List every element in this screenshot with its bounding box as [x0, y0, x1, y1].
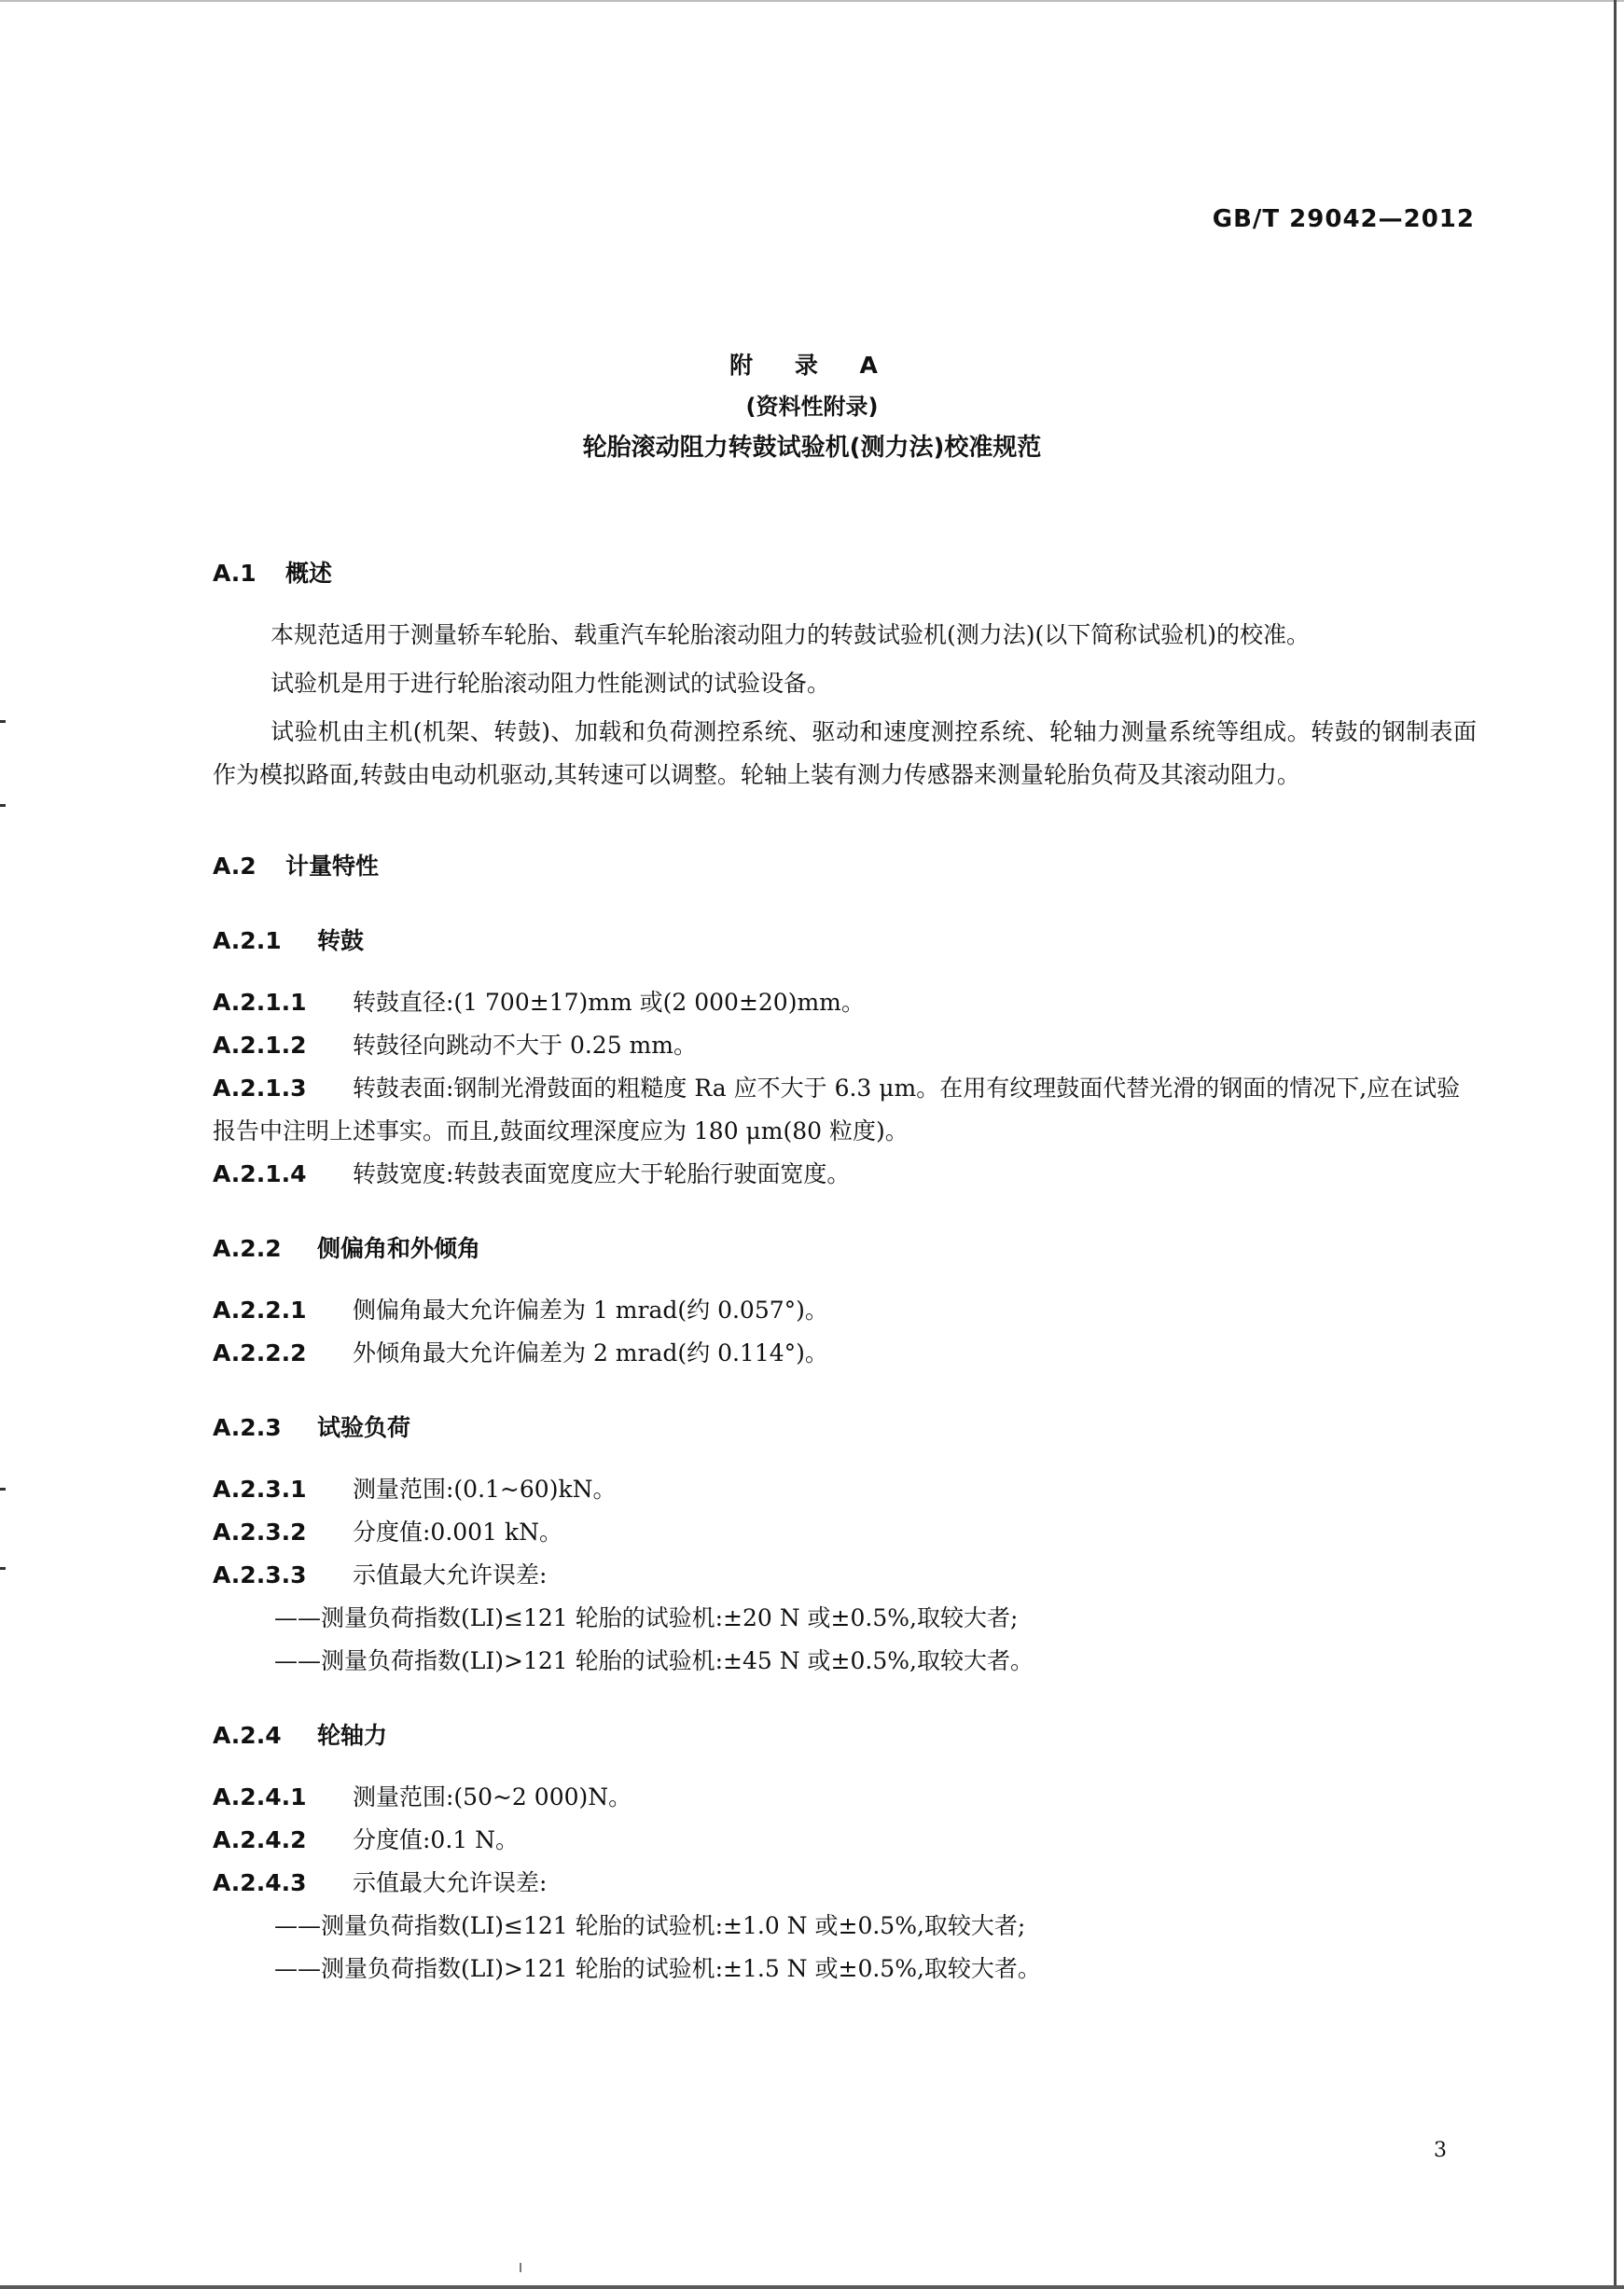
paragraph: 本规范适用于测量轿车轮胎、载重汽车轮胎滚动阻力的转鼓试验机(测力法)(以下简称试验机)的校准。	[271, 621, 1311, 648]
subsection-heading-a21	[213, 920, 1477, 963]
subsection-number: A.2.2	[213, 1235, 282, 1262]
document-body	[213, 552, 1477, 1991]
appendix-title-block	[0, 345, 1624, 468]
subsection-title: 转鼓	[317, 927, 365, 954]
subsection-number: A.2.1	[213, 927, 282, 954]
clause-text: 分度值:0.1 N。	[353, 1826, 520, 1853]
scan-mark	[0, 1567, 6, 1570]
page-number: 3	[1434, 2139, 1447, 2162]
scan-mark	[520, 2263, 521, 2272]
subsection-title: 轮轴力	[317, 1722, 388, 1749]
clause-item	[213, 1332, 1477, 1375]
clause-item	[213, 1468, 1477, 1511]
clause-item	[213, 1554, 1477, 1597]
subsection-number: A.2.4	[213, 1722, 282, 1749]
section-title: 概述	[285, 560, 333, 587]
clause-number: A.2.1.3	[213, 1075, 307, 1102]
subsection-heading-a23	[213, 1407, 1477, 1450]
subsection-heading-a22	[213, 1228, 1477, 1270]
clause-text: 侧偏角最大允许偏差为 1 mrad(约 0.057°)。	[353, 1297, 828, 1324]
clause-text: 转鼓径向跳动不大于 0.25 mm。	[353, 1032, 697, 1059]
clause-item	[213, 1024, 1477, 1067]
clause-item	[213, 981, 1477, 1024]
clause-number: A.2.3.2	[213, 1519, 307, 1546]
section-heading-a2	[213, 845, 1477, 888]
dash-list-item: ——测量负荷指数(LI)≤121 轮胎的试验机:±20 N 或±0.5%,取较大者;	[274, 1604, 1019, 1631]
clause-item	[213, 1289, 1477, 1332]
clause-item	[213, 1067, 1477, 1153]
paragraph: 试验机由主机(机架、转鼓)、加载和负荷测控系统、驱动和速度测控系统、轮轴力测量系统等组成。转鼓的钢制表面作为模拟路面,转鼓由电动机驱动,其转速可以调整。轮轴上装有测力传感器来测量轮胎负荷及其滚动阻力。	[213, 718, 1477, 788]
appendix-type: (资料性附录)	[745, 394, 879, 420]
clause-number: A.2.3.3	[213, 1561, 307, 1588]
page-border-top	[0, 0, 1624, 2]
subsection-title: 试验负荷	[317, 1414, 411, 1441]
clause-text: 外倾角最大允许偏差为 2 mrad(约 0.114°)。	[353, 1339, 828, 1366]
dash-list-item: ——测量负荷指数(LI)>121 轮胎的试验机:±1.5 N 或±0.5%,取较大者。	[274, 1955, 1041, 1982]
scan-mark	[0, 804, 6, 807]
section-heading-a1	[213, 552, 1477, 595]
clause-item	[213, 1511, 1477, 1554]
subsection-heading-a24	[213, 1714, 1477, 1757]
clause-item	[213, 1819, 1477, 1862]
subsection-number: A.2.3	[213, 1414, 282, 1441]
clause-text: 转鼓直径:(1 700±17)mm 或(2 000±20)mm。	[353, 989, 865, 1016]
clause-number: A.2.1.2	[213, 1032, 307, 1059]
clause-number: A.2.4.1	[213, 1783, 307, 1810]
clause-number: A.2.2.2	[213, 1339, 307, 1366]
paragraph: 试验机是用于进行轮胎滚动阻力性能测试的试验设备。	[271, 670, 831, 697]
page-border-right	[1614, 0, 1617, 2289]
clause-number: A.2.4.2	[213, 1826, 307, 1853]
appendix-label: 附 录 A	[729, 352, 895, 379]
clause-text: 转鼓表面:钢制光滑鼓面的粗糙度 Ra 应不大于 6.3 μm。在用有纹理鼓面代替光滑的钢面的情况下,应在试验报告中注明上述事实。而且,鼓面纹理深度应为 180 μm(80 粒度)。	[213, 1075, 1461, 1144]
scan-mark	[0, 720, 6, 723]
clause-text: 分度值:0.001 kN。	[353, 1519, 562, 1546]
clause-text: 测量范围:(0.1~60)kN。	[353, 1476, 617, 1503]
section-number: A.1	[213, 560, 257, 587]
dash-list-item: ——测量负荷指数(LI)≤121 轮胎的试验机:±1.0 N 或±0.5%,取较大者;	[274, 1912, 1026, 1939]
clause-number: A.2.2.1	[213, 1297, 307, 1324]
clause-number: A.2.4.3	[213, 1869, 307, 1896]
section-title: 计量特性	[285, 853, 380, 880]
clause-item	[213, 1776, 1477, 1819]
scan-mark	[0, 1488, 6, 1491]
subsection-title: 侧偏角和外倾角	[317, 1235, 481, 1262]
clause-number: A.2.1.1	[213, 989, 307, 1016]
clause-text: 示值最大允许误差:	[353, 1561, 548, 1588]
clause-text: 转鼓宽度:转鼓表面宽度应大于轮胎行驶面宽度。	[353, 1160, 851, 1187]
clause-text: 测量范围:(50~2 000)N。	[353, 1783, 632, 1810]
page-border-bottom	[0, 2285, 1624, 2289]
standard-number: GB/T 29042—2012	[1212, 205, 1475, 233]
section-number: A.2	[213, 853, 257, 880]
clause-item	[213, 1153, 1477, 1196]
clause-text: 示值最大允许误差:	[353, 1869, 548, 1896]
clause-number: A.2.3.1	[213, 1476, 307, 1503]
dash-list-item: ——测量负荷指数(LI)>121 轮胎的试验机:±45 N 或±0.5%,取较大者。	[274, 1647, 1034, 1674]
appendix-name: 轮胎滚动阻力转鼓试验机(测力法)校准规范	[582, 434, 1042, 462]
clause-item	[213, 1862, 1477, 1905]
clause-number: A.2.1.4	[213, 1160, 307, 1187]
